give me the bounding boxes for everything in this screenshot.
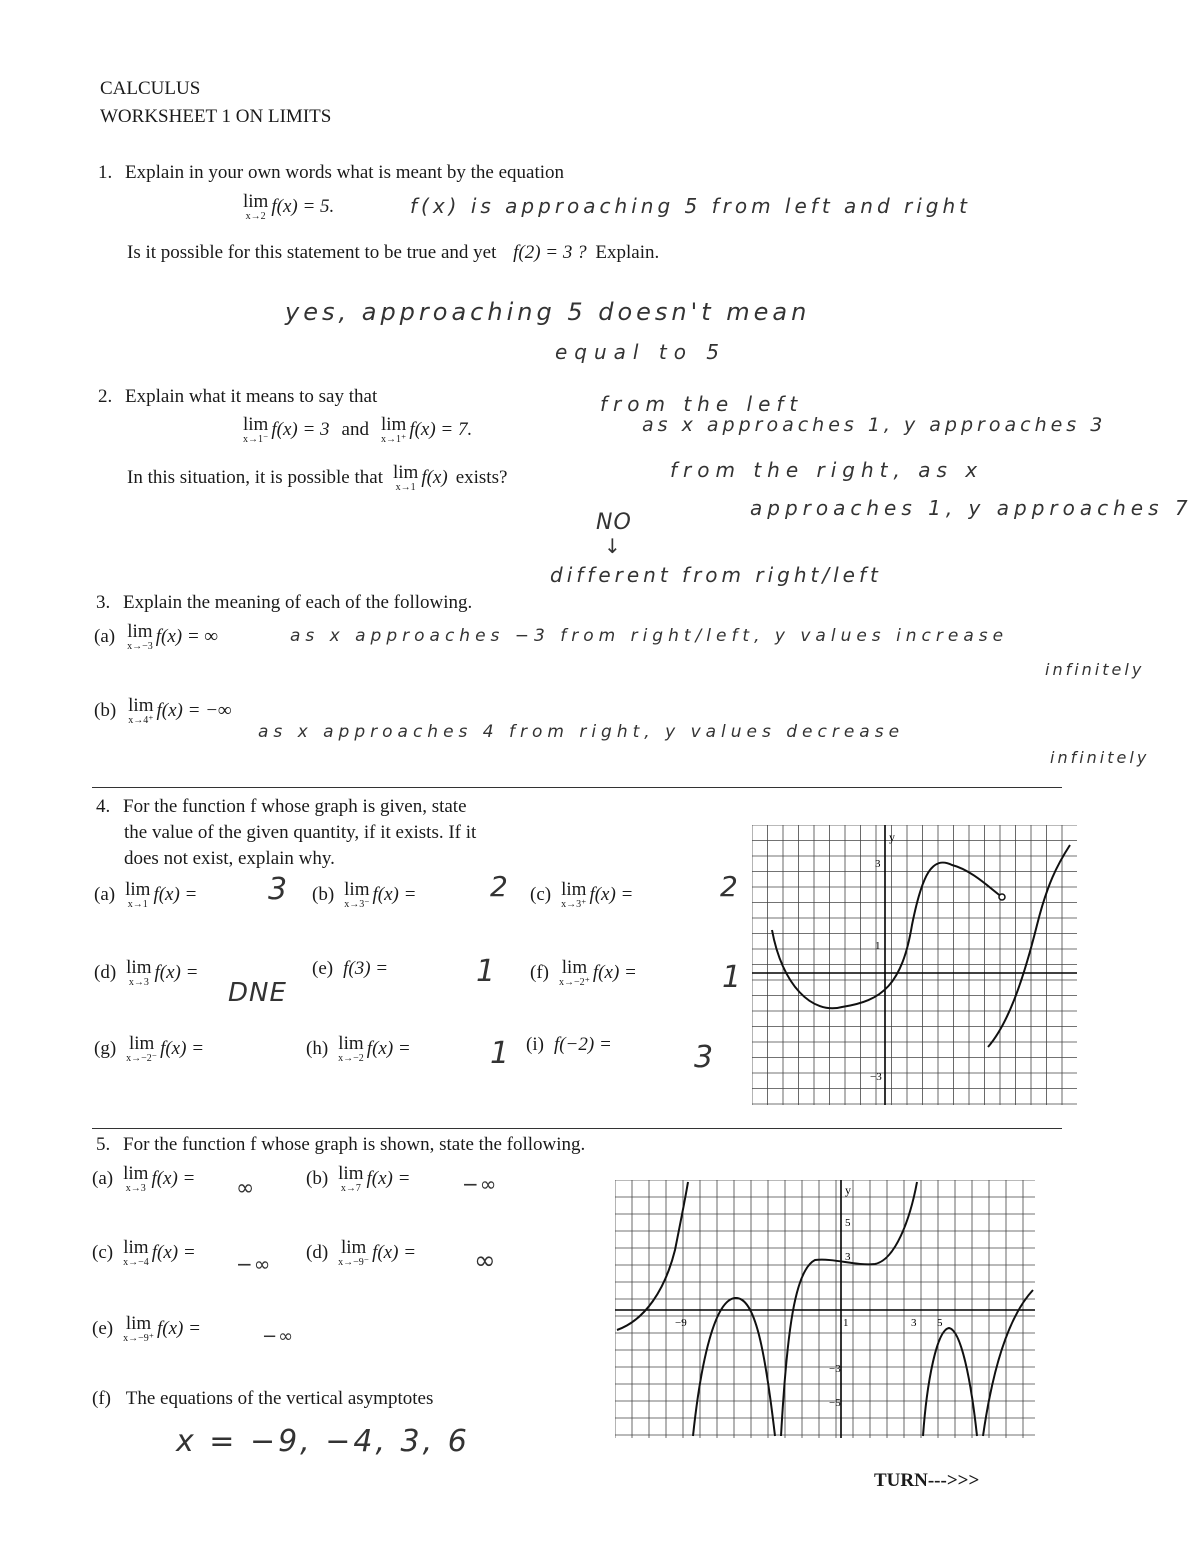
q5-branch-1 [617, 1182, 688, 1330]
divider-2 [92, 1128, 1062, 1129]
q2-answer-no: NO [596, 510, 632, 535]
q4f: (f) lim x→−2⁺ f(x) = [530, 957, 637, 988]
q4a-answer: 3 [268, 872, 289, 907]
q1-prompt: Explain in your own words what is meant by the equation [125, 162, 565, 183]
q5d: (d) lim x→−9⁻ f(x) = [306, 1237, 417, 1268]
q5-label-neg3: −3 [829, 1363, 841, 1375]
q4f-answer: 1 [722, 960, 743, 995]
q5f-answer: x = −9, −4, 3, 6 [176, 1424, 470, 1459]
q5-prompt: 5. For the function f whose graph is shown, state the following. [96, 1134, 586, 1155]
q4c-answer: 2 [720, 870, 739, 903]
turn-label: TURN--->>> [874, 1470, 980, 1491]
q2-answer-arrow: ↓ [604, 534, 622, 558]
q5-label-3x: 3 [911, 1317, 917, 1329]
q3b-answer-2: infinitely [1050, 748, 1150, 767]
q1-answer-1: f(x) is approaching 5 from left and right [410, 194, 971, 218]
q4d: (d) lim x→3 f(x) = [94, 957, 199, 988]
q4b-answer: 2 [490, 870, 509, 903]
q5-label-5: 5 [845, 1217, 851, 1229]
q3-prompt-line: 3. Explain the meaning of each of the following. [96, 592, 473, 613]
q4-prompt-3: does not exist, explain why. [124, 848, 335, 869]
q3a-equation: (a) lim x→−3 f(x) = ∞ [94, 621, 218, 652]
q1-prompt-line [98, 162, 564, 184]
q3b-answer: as x approaches 4 from right, y values decrease [258, 722, 905, 742]
q5-label-1x: 1 [843, 1317, 849, 1329]
q1-answer-2a: yes, approaching 5 doesn't mean [285, 298, 811, 326]
q4b: (b) lim x→3⁻ f(x) = [312, 879, 417, 910]
divider-1 [92, 787, 1062, 788]
q5a-answer: ∞ [236, 1176, 256, 1201]
q1-equation: lim x→2 f(x) = 5. [243, 191, 335, 222]
q5e-answer: −∞ [262, 1326, 295, 1347]
q4g: (g) lim x→−2⁻ f(x) = [94, 1033, 205, 1064]
q2-answer-4: approaches 1, y approaches 7 [750, 496, 1193, 520]
q4h-answer: 1 [490, 1036, 511, 1071]
q4h: (h) lim x→−2 f(x) = [306, 1033, 411, 1064]
q2-answer-2: as x approaches 1, y approaches 3 [642, 414, 1107, 436]
worksheet-title: WORKSHEET 1 ON LIMITS [100, 106, 332, 127]
q5f-prompt: (f) The equations of the vertical asymptotes [92, 1388, 434, 1409]
q5c-answer: −∞ [236, 1252, 272, 1276]
q4e-answer: 1 [476, 954, 497, 989]
q3b-equation: (b) lim x→4⁺ f(x) = −∞ [94, 695, 232, 726]
q2-answer-3: from the right, as x [670, 458, 984, 482]
q5-y-label: y [845, 1183, 851, 1197]
q4-graph [752, 825, 1077, 1105]
q5-label-3: 3 [845, 1251, 851, 1263]
q4i-answer: 3 [694, 1040, 715, 1075]
q2-equations: lim x→1⁻ f(x) = 3 and lim x→1⁺ f(x) = 7. [243, 414, 473, 445]
q4e: (e) f(3) = [312, 958, 389, 979]
q4-label-neg3: −3 [870, 1071, 882, 1083]
q4a: (a) lim x→1 f(x) = [94, 879, 198, 910]
q5-label-5x: 5 [937, 1317, 943, 1329]
q5c: (c) lim x→−4 f(x) = [92, 1237, 196, 1268]
q4d-answer: DNE [228, 978, 287, 1008]
q2-answer-5: different from right/left [550, 563, 882, 587]
q5e: (e) lim x→−9⁺ f(x) = [92, 1313, 201, 1344]
q2-question: In this situation, it is possible that lim x→1 f(x) exists? [127, 462, 508, 493]
q5-graph [615, 1180, 1035, 1438]
q4-grid [752, 825, 1077, 1105]
q1-answer-2b: equal to 5 [555, 340, 727, 364]
q2-prompt-line: 2. Explain what it means to say that [98, 386, 378, 407]
q4i: (i) f(−2) = [526, 1034, 612, 1055]
q4-y-label: y [889, 830, 895, 844]
course-title: CALCULUS [100, 78, 201, 99]
q1-question-2: Is it possible for this statement to be true and yet f(2) = 3 ? Explain. [127, 242, 660, 263]
q1-number: 1. [98, 162, 113, 183]
q5a: (a) lim x→3 f(x) = [92, 1163, 196, 1194]
q5-branch-5 [983, 1290, 1033, 1436]
q4-label-3: 3 [875, 858, 881, 870]
q5b-answer: −∞ [462, 1172, 498, 1196]
q5-branch-4 [923, 1328, 977, 1436]
q4-open-point [999, 894, 1005, 900]
q5d-answer: ∞ [474, 1246, 497, 1276]
q5-label-neg5: −5 [829, 1397, 841, 1409]
q5-label-neg9: −9 [675, 1317, 687, 1329]
q4-prompt-1: 4. For the function f whose graph is given, state [96, 796, 467, 817]
q5b: (b) lim x→7 f(x) = [306, 1163, 411, 1194]
q3a-answer-2: infinitely [1045, 660, 1145, 679]
q4-label-1: 1 [875, 940, 881, 952]
q2-answer-1: from the left [600, 392, 804, 416]
q4c: (c) lim x→3⁺ f(x) = [530, 879, 634, 910]
q4-curve-left [772, 863, 1002, 1009]
q3a-answer: as x approaches −3 from right/left, y values increase [290, 626, 1009, 646]
q4-prompt-2: the value of the given quantity, if it exists. If it [124, 822, 477, 843]
